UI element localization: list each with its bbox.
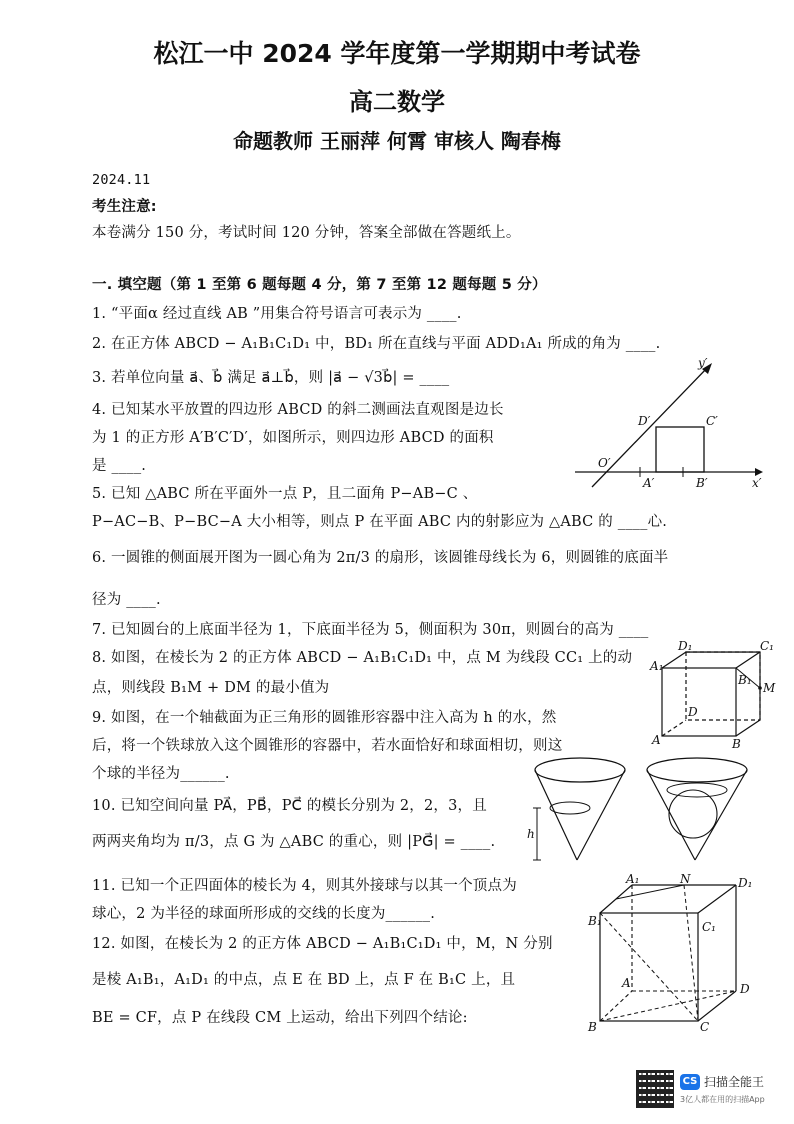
cone-1-right-side: [577, 770, 625, 860]
label-a: A: [622, 976, 631, 990]
edge-a1-d1: [662, 652, 686, 668]
square-a-b-c-d: [656, 427, 704, 472]
figure-q12-cube: [588, 872, 774, 1035]
label-a: A: [652, 733, 661, 747]
question-1: 1. “平面α 经过直线 AB ”用集合符号语言可表示为 ____.: [92, 306, 462, 322]
label-b1: B₁: [738, 673, 752, 687]
notice-heading: 考生注意:: [92, 199, 157, 215]
subject-title: 高二数学: [349, 88, 445, 116]
edge-c1-d1: [698, 885, 736, 913]
label-o: O′: [598, 456, 611, 470]
edge-b1-c1: [736, 652, 760, 668]
exam-date: 2024.11: [92, 172, 151, 188]
label-h: h: [527, 827, 535, 841]
label-c: C′: [706, 414, 718, 428]
question-11-line-1: 11. 已知一个正四面体的棱长为 4，则其外接球与以其一个顶点为: [92, 878, 517, 894]
label-y: y′: [698, 356, 708, 370]
question-9-line-3: 个球的半径为______.: [92, 766, 230, 782]
label-m: M: [763, 681, 776, 695]
question-7: 7. 已知圆台的上底面半径为 1，下底面半径为 5，侧面积为 30π，则圆台的高为 ____: [92, 622, 649, 638]
question-4-line-1: 4. 已知某水平放置的四边形 ABCD 的斜二测画法直观图是边长: [92, 402, 504, 418]
exam-title: 松江一中 2024 学年度第一学期期中考试卷: [153, 39, 641, 68]
segment-m-n: [616, 885, 684, 899]
question-5-line-1: 5. 已知 △ABC 所在平面外一点 P，且二面角 P−AB−C 、: [92, 486, 478, 502]
label-a: A′: [643, 476, 655, 490]
x-axis-arrow: [755, 468, 763, 476]
figure-q8-cube: [648, 640, 774, 752]
question-6-line-2: 径为 ____.: [92, 592, 161, 608]
question-10-line-1: 10. 已知空间向量 PA⃗，PB⃗，PC⃗ 的模长分别为 2，2，3，且: [92, 798, 487, 814]
label-b: B′: [696, 476, 708, 490]
question-9-line-2: 后，将一个铁球放入这个圆锥形的容器中，若水面恰好和球面相切，则这: [92, 738, 563, 754]
diagonal-b-d: [600, 991, 736, 1021]
question-5-line-2: P−AC−B、P−BC−A 大小相等，则点 P 在平面 ABC 内的射影应为 △ABC 的 ____心.: [92, 514, 668, 530]
notice-text: 本卷满分 150 分，考试时间 120 分钟，答案全部做在答题纸上。: [92, 225, 521, 241]
qr-code-icon: [636, 1070, 674, 1108]
label-x: x′: [752, 476, 762, 490]
label-d: D: [688, 705, 698, 719]
figure-q4-oblique-square: [570, 355, 770, 490]
edge-b-c: [736, 720, 760, 736]
label-c: C: [700, 1020, 710, 1034]
edge-b-a: [600, 991, 632, 1021]
question-4-line-3: 是 ____.: [92, 458, 147, 474]
edge-a-d: [662, 720, 686, 736]
question-3: 3. 若单位向量 a⃗、b⃗ 满足 a⃗⊥b⃗，则 |a⃗ − √3b⃗| = ____: [92, 370, 450, 386]
question-8-line-1: 8. 如图，在棱长为 2 的正方体 ABCD − A₁B₁C₁D₁ 中，点 M 为线段 CC₁ 上的动: [92, 650, 633, 666]
label-b: B: [588, 1020, 597, 1034]
label-d1: D₁: [738, 876, 753, 890]
label-d1: D₁: [678, 639, 693, 653]
cube-front-face: [662, 668, 736, 736]
label-a1: A₁: [626, 872, 640, 886]
question-8-line-2: 点，则线段 B₁M + DM 的最小值为: [92, 680, 330, 696]
question-12-line-2: 是棱 A₁B₁，A₁D₁ 的中点，点 E 在 BD 上，点 F 在 B₁C 上，且: [92, 972, 516, 988]
scanner-watermark: [636, 1070, 786, 1110]
cone-1-left-side: [535, 770, 577, 860]
label-c1: C₁: [702, 920, 716, 934]
label-a1: A₁: [650, 659, 664, 673]
question-10-line-2: 两两夹角均为 π/3，点 G 为 △ABC 的重心，则 |PG⃗| = ____.: [92, 834, 496, 850]
label-c1: C₁: [760, 639, 774, 653]
label-b1: B₁: [588, 914, 602, 928]
label-n: N: [680, 872, 691, 886]
cone-1-water-level: [550, 802, 590, 814]
question-2: 2. 在正方体 ABCD − A₁B₁C₁D₁ 中，BD₁ 所在直线与平面 ADD₁A₁ 所成的角为 ____.: [92, 336, 661, 352]
cone-2-top: [647, 758, 747, 782]
question-4-line-2: 为 1 的正方形 A′B′C′D′，如图所示，则四边形 ABCD 的面积: [92, 430, 494, 446]
question-12-line-1: 12. 如图，在棱长为 2 的正方体 ABCD − A₁B₁C₁D₁ 中，M，N 分别: [92, 936, 553, 952]
label-d: D: [740, 982, 750, 996]
diagonal-b1-c: [600, 913, 698, 1021]
question-11-line-2: 球心，2 为半径的球面所形成的交线的长度为______.: [92, 906, 436, 922]
section-heading: 一. 填空题（第 1 至第 6 题每题 4 分，第 7 至第 12 题每题 5 分）: [92, 277, 547, 293]
cone-1-top: [535, 758, 625, 782]
label-b: B: [732, 737, 741, 751]
question-6-line-1: 6. 一圆锥的侧面展开图为一圆心角为 2π/3 的扇形，该圆锥母线长为 6，则圆锥的底面半: [92, 550, 669, 566]
figure-q9-cones: [525, 752, 775, 867]
authors-line: 命题教师 王丽萍 何霄 审核人 陶春梅: [233, 129, 561, 153]
question-9-line-1: 9. 如图，在一个轴截面为正三角形的圆锥形容器中注入高为 h 的水，然: [92, 710, 557, 726]
question-12-line-3: BE = CF，点 P 在线段 CM 上运动，给出下列四个结论:: [92, 1010, 468, 1026]
scanner-tagline: 3亿人都在用的扫描App: [680, 1095, 765, 1104]
camscanner-logo: CS: [680, 1074, 700, 1090]
label-d: D′: [638, 414, 651, 428]
scanner-app-name: 扫描全能王: [704, 1075, 765, 1089]
